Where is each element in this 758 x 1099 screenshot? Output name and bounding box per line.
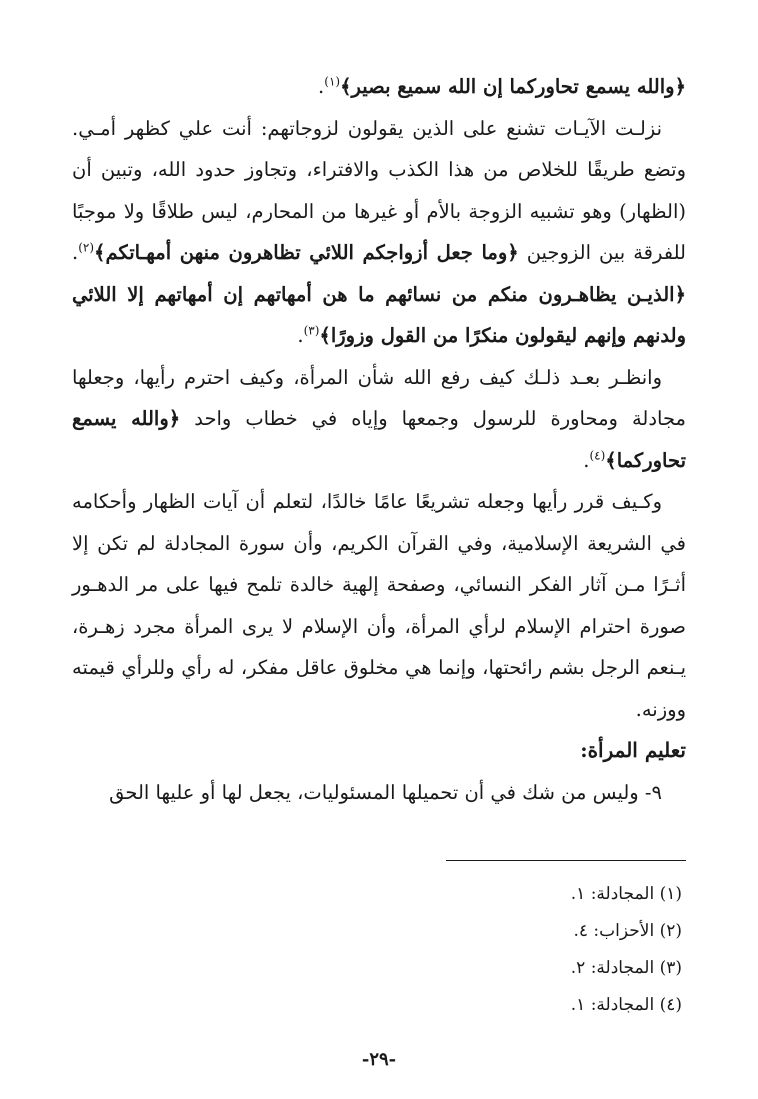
- footnote-ref-2: (٢): [78, 240, 95, 255]
- period: .: [583, 448, 590, 472]
- paragraph-verse-ending: [72, 66, 686, 108]
- footnotes: [282, 876, 682, 1024]
- verse-text: والله يسمع تحاوركما إن الله سميع بصير: [351, 75, 675, 98]
- page-number: -٢٩-: [361, 1049, 397, 1070]
- quran-verse: [340, 75, 686, 98]
- period: .: [297, 324, 304, 347]
- separator-text: .: [72, 241, 79, 264]
- paragraph-text: وكـيف قرر رأيها وجعله تشريعًا عامًا خالدًا، لتعلم أن آيات الظهار وأحكامه في الشريعة الإسلامية، وفي القرآن الكريم، وأن سورة المجادلة لم تكن إلا أثـرًا مـن آثار الفكر النسائي، وصفحة إلهية خالدة تلمح فيها على مر الدهـور صورة احترام الإسلام لرأي المرأة، وأن الإسلام لا يرى المرأة مجرد زهـرة، يـنعم الرجل بشم رائحتها، وإنما هي مخلوق عاقل مفكر، له رأي وللرأي قيمته ووزنه.: [72, 490, 686, 721]
- section-heading: تعليم المرأة:: [580, 738, 686, 762]
- body-text: [72, 66, 686, 813]
- footnote-4: (٤) المجادلة: ١.: [570, 995, 682, 1015]
- footnote-ref-4: (٤): [589, 448, 606, 462]
- quran-verse-3: ﴿والله يسمع تحاوركما﴾: [72, 407, 686, 472]
- paragraph-text: وانظـر بعـد ذلـك كيف رفع الله شأن المرأة، وكيف احترم رأيها، وجعلها مجادلة ومحاورة للرسول وجمعها وإياه في خطاب واحد: [72, 365, 686, 430]
- paragraph-text: ٩- وليس من شك في أن تحميلها المسئوليات، يجعل لها أو عليها الحق: [109, 780, 662, 804]
- quran-verse-2: ﴿الذيـن يظاهـرون منكم من نسائهم ما هن أمهاتهم إن أمهاتهم إلا اللائي ولدنهم وإنهم ليقولون منكرًا من القول وزورًا﴾: [72, 282, 686, 347]
- paragraph-dhihar: [72, 108, 686, 357]
- quran-verse-1: ﴿وما جعل أزواجكم اللائي تظاهرون منهن أمهـاتكم﴾: [94, 241, 519, 264]
- footnote-2: (٢) الأحزاب: ٤.: [573, 921, 682, 941]
- period: .: [318, 75, 325, 98]
- footnote-ref-3: (٣): [303, 323, 320, 338]
- close-bracket: ﴾: [340, 75, 352, 98]
- paragraph-text: نزلـت الآيـات تشنع على الذين يقولون لزوجاتهم: أنت علي كظهر أمـي. وتضع طريقًا للخلاص من هذا الكذب والافتراء، وتجاوز حدود الله، وتبين أن (الظهار) وهو تشبيه الزوجة بالأم أو غيرها من المحارم، ليس طلاقًا ولا موجبًا للفرقة بين الزوجين: [72, 116, 687, 264]
- paragraph-education: [72, 772, 686, 814]
- paragraph-woman-status: [72, 357, 686, 482]
- footnote-separator: [446, 860, 686, 861]
- footnote-ref-1: (١): [324, 74, 341, 89]
- footnote-1: (١) المجادلة: ١.: [570, 884, 682, 904]
- paragraph-legislation: [72, 481, 686, 730]
- open-bracket: ﴿: [674, 75, 686, 98]
- footnote-3: (٣) المجادلة: ٢.: [570, 958, 682, 978]
